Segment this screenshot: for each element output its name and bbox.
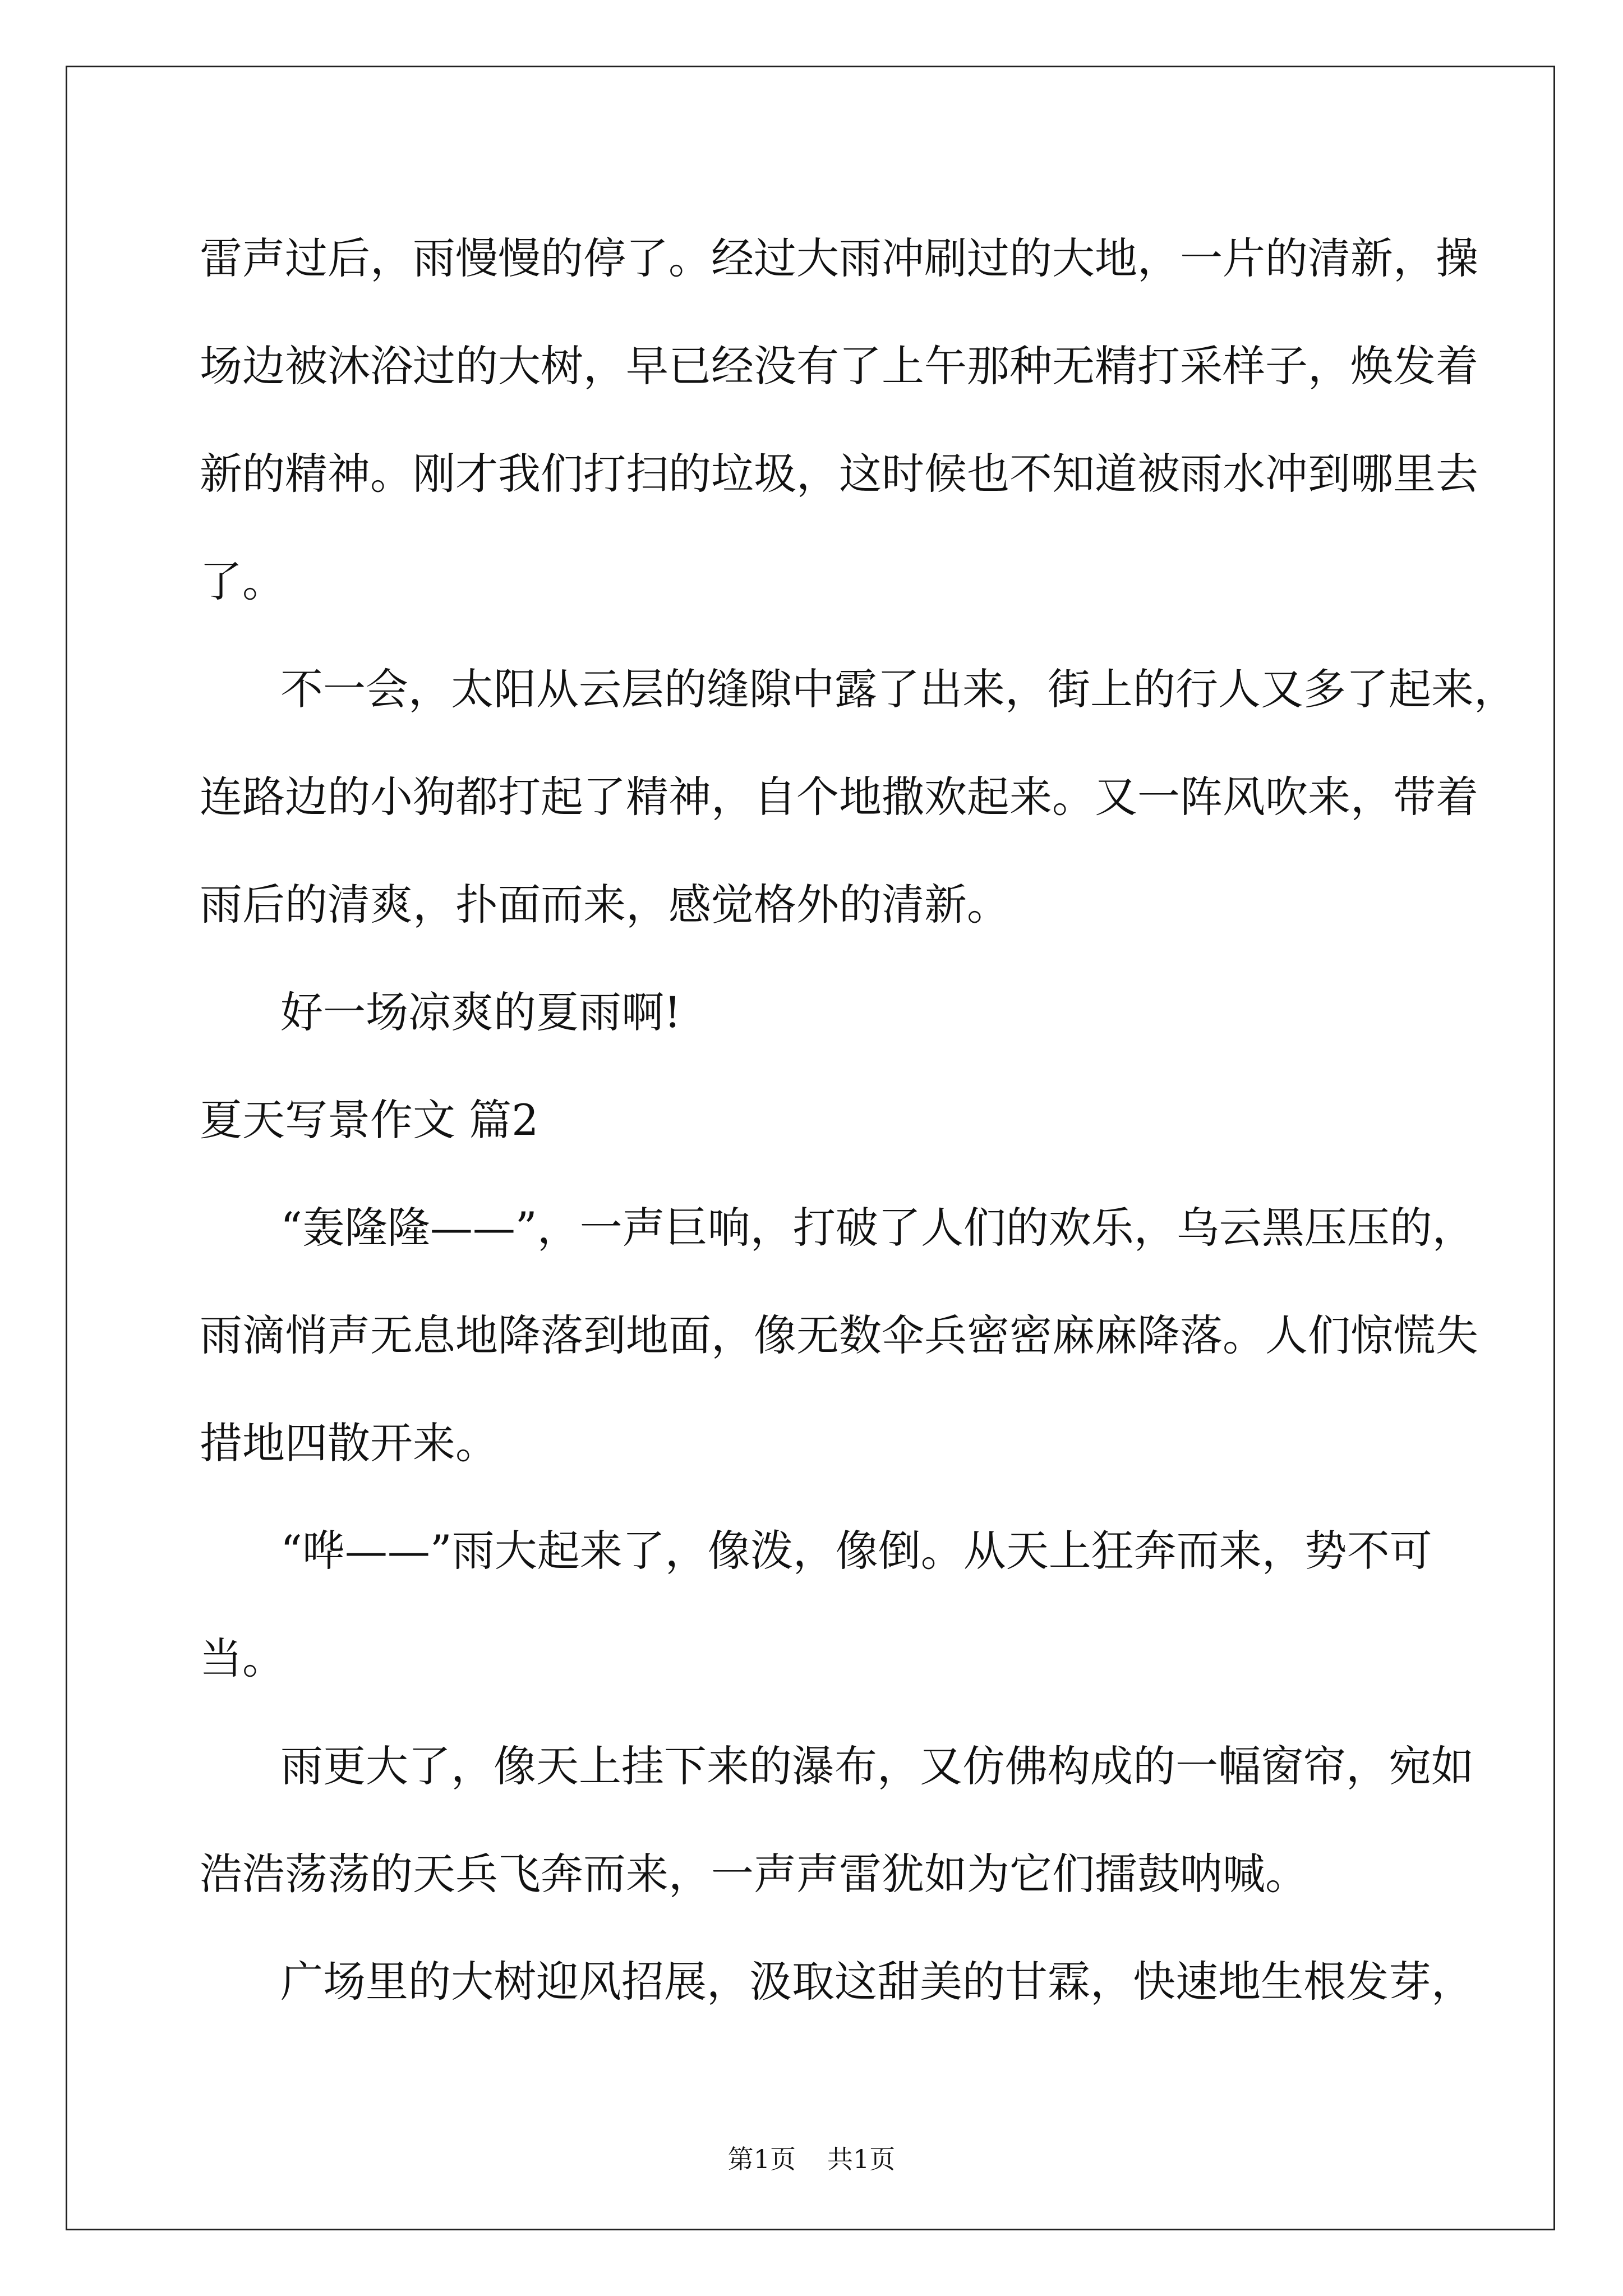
page-footer	[0, 2139, 1623, 2176]
text-line: 了。	[200, 556, 285, 606]
paragraph	[200, 205, 1478, 636]
text-line: “哗——”雨大起来了，像泼，像倒。从天上狂奔而来，势不可	[280, 1526, 1432, 1576]
text-line: 措地四散开来。	[200, 1418, 498, 1468]
text-line: 广场里的大树迎风招展，汲取这甜美的甘霖，快速地生根发芽，	[280, 1957, 1474, 2007]
page-total: 共1页	[827, 2144, 896, 2174]
text-line: 雨后的清爽，扑面而来，感觉格外的清新。	[200, 880, 1009, 930]
text-line: 雨滴悄声无息地降落到地面，像无数伞兵密密麻麻降落。人们惊慌失	[200, 1310, 1478, 1360]
paragraph	[200, 1713, 1474, 1928]
section-heading: 夏天写景作文 篇2	[200, 1095, 539, 1145]
text-line: 好一场凉爽的夏雨啊!	[280, 987, 681, 1037]
paragraph	[200, 1174, 1478, 1497]
paragraph	[200, 1928, 1474, 2036]
text-line: 连路边的小狗都打起了精神，自个地撒欢起来。又一阵风吹来，带着	[200, 772, 1478, 822]
text-line: 当。	[200, 1634, 285, 1683]
text-line: 雷声过后，雨慢慢的停了。经过大雨冲刷过的大地，一片的清新，操	[200, 233, 1478, 283]
paragraph	[200, 1497, 1445, 1713]
text-line: 场边被沐浴过的大树，早已经没有了上午那种无精打采样子，焕发着	[200, 341, 1478, 391]
text-line: “轰隆隆——”，一声巨响，打破了人们的欢乐，乌云黑压压的，	[280, 1203, 1475, 1253]
text-line: 雨更大了，像天上挂下来的瀑布，又仿佛构成的一幅窗帘，宛如	[280, 1741, 1474, 1791]
page-number: 第1页	[727, 2144, 796, 2174]
paragraph	[200, 959, 1445, 1066]
text-line: 新的精神。刚才我们打扫的垃圾，这时候也不知道被雨水冲到哪里去	[200, 449, 1478, 499]
text-line: 浩浩荡荡的天兵飞奔而来，一声声雷犹如为它们擂鼓呐喊。	[200, 1849, 1308, 1899]
paragraph	[200, 636, 1516, 959]
text-line: 不一会，太阳从云层的缝隙中露了出来，街上的行人又多了起来，	[280, 664, 1516, 714]
document-body	[200, 205, 1516, 2036]
